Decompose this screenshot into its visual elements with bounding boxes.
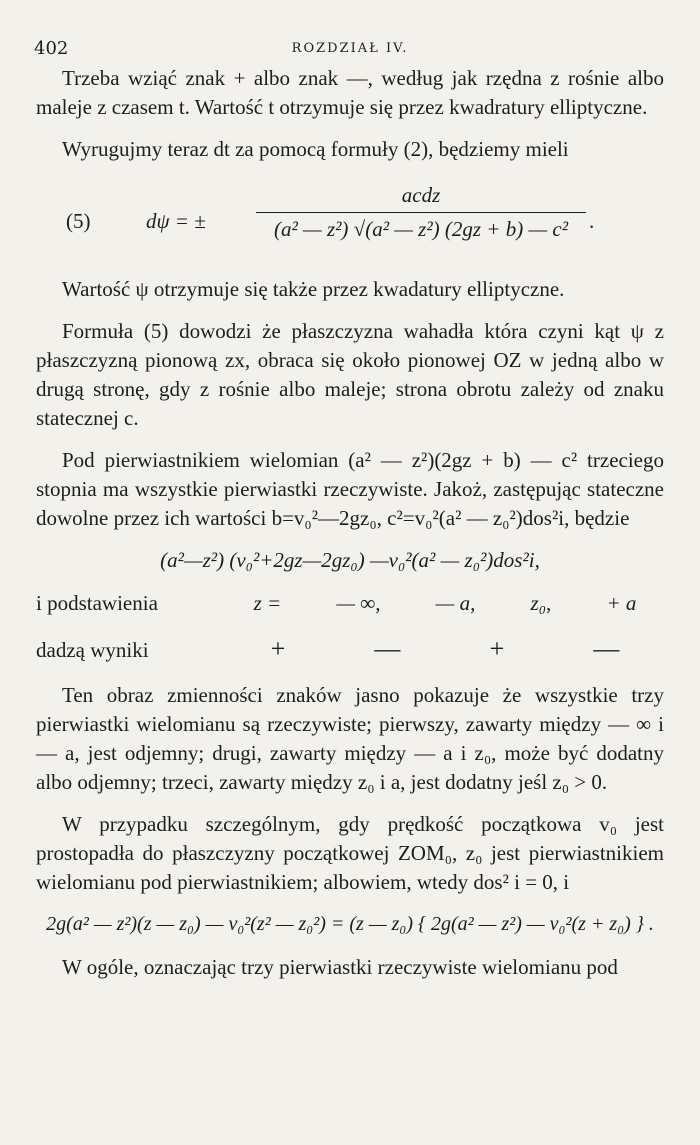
paragraph-5: Pod pierwiastnikiem wielomian (a² — z²)(2gz + b) — c² trzeciego stopnia ma wszystkie pierwiastki rzeczywiste. Jakoż, zastępując stateczne dowolne przez ich wartości b=v₀²—2gz₀, c²=v₀²(a² — z₀²)dos²i, będzie xyxy=(36,448,664,530)
result-sign: — xyxy=(593,634,620,663)
page-number: 402 xyxy=(34,38,69,59)
paragraph-1: Trzeba wziąć znak + albo znak —, według jak rzędna z rośnie albo maleje z czasem t. Wartość t otrzymuje się przez kwadratury elliptyczne. xyxy=(36,66,664,119)
paragraph-8: W ogóle, oznaczając trzy pierwiastki rzeczywiste wielomianu pod xyxy=(62,955,618,979)
paragraph-4: Formuła (5) dowodzi że płaszczyzna wahadła która czyni kąt ψ z płaszczyzną pionową zx, obraca się około pionowej OZ w jedną albo w drugą stronę, gdy z rośnie albo maleje; strona obrotu zależy od znaku statecznej c. xyxy=(36,319,664,430)
paragraph-3: Wartość ψ otrzymuje się także przez kwadatury elliptyczne. xyxy=(62,277,565,301)
equation-label: (5) xyxy=(66,209,91,233)
formula-lhs: dψ = ± xyxy=(146,209,206,233)
paragraph-2: Wyrugujmy teraz dt za pomocą formuły (2), będziemy mieli xyxy=(62,137,569,161)
substitution-lead: i podstawienia xyxy=(36,591,158,615)
paragraph-7: W przypadku szczególnym, gdy prędkość początkowa v₀ jest prostopadła do płaszczyzny początkowej ZOM₀, z₀ jest pierwiastnikiem wielomianu pod pierwiastnikiem; albowiem, wtedy dos² i = 0, i xyxy=(36,812,664,894)
result-sign: + xyxy=(270,634,286,663)
results-row xyxy=(36,634,664,665)
page-header xyxy=(34,38,666,60)
results-lead: dadzą wyniki xyxy=(36,638,149,662)
page-body xyxy=(36,64,664,995)
identity-equation: 2g(a² — z²)(z — z₀) — v₀²(z² — z₀²) = (z — z₀) { 2g(a² — z²) — v₀²(z + z₀) } . xyxy=(46,913,654,935)
paragraph-6: Ten obraz zmienności znaków jasno pokazuje że wszystkie trzy pierwiastki wielomianu są rzeczywiste; pierwszy, zawarty między — ∞ i — a, jest odjemny; drugi, zawarty między — a i z₀, może być dodatny albo odjemny; trzeci, zawarty między z₀ i a, jest dodatny jeśl z₀ > 0. xyxy=(36,683,664,794)
substitution-row xyxy=(36,589,664,618)
formula-trail: . xyxy=(589,209,595,233)
substitution-cell: z = xyxy=(253,591,282,615)
substitution-cell: — a, xyxy=(435,591,476,615)
substitution-cell: + a xyxy=(606,591,637,615)
polynomial-expression: (a²—z²) (v₀²+2gz—2gz₀) —v₀²(a² — z₀²)dos²i, xyxy=(160,548,540,572)
fraction-denominator: (a² — z²) √(a² — z²) (2gz + b) — c² xyxy=(274,217,568,241)
running-head: ROZDZIAŁ IV. xyxy=(291,41,409,56)
fraction-numerator: acdz xyxy=(256,181,586,213)
result-sign: + xyxy=(489,634,505,663)
substitution-cell: z₀, xyxy=(530,591,552,615)
result-sign: — xyxy=(374,634,401,663)
substitution-cell: — ∞, xyxy=(336,591,381,615)
fraction xyxy=(256,181,586,244)
formula-5 xyxy=(36,177,664,265)
